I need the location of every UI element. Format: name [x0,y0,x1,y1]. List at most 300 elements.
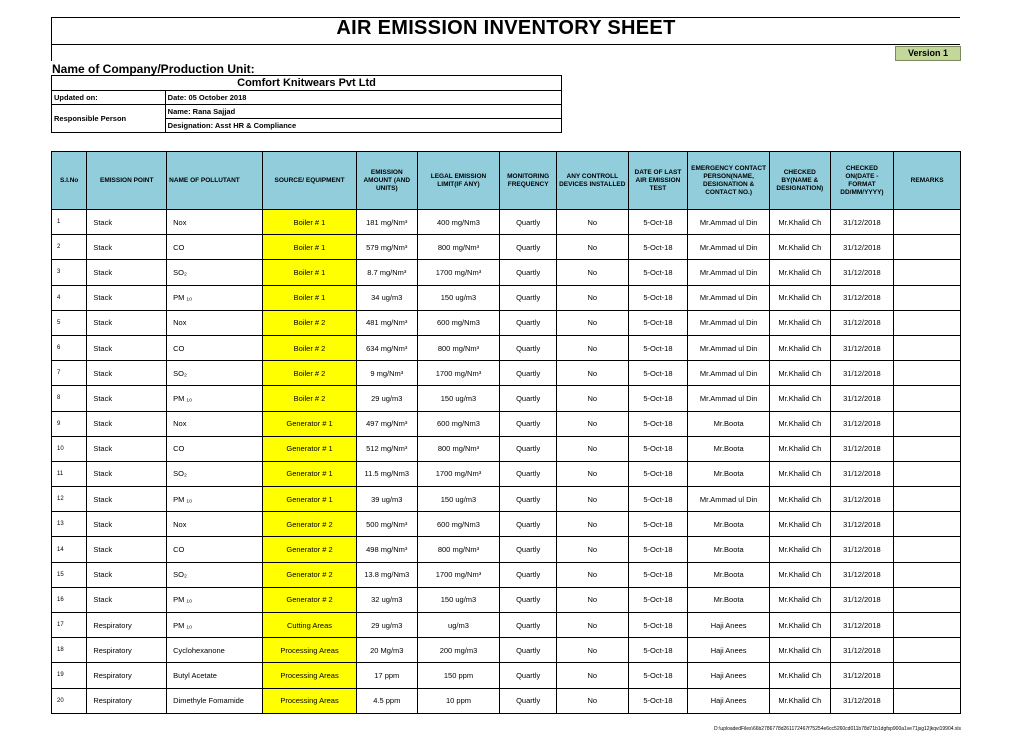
cell-legal-limit: 800 mg/Nm³ [417,537,500,562]
cell-legal-limit: 150 ug/m3 [417,285,500,310]
cell-legal-limit: 150 ug/m3 [417,386,500,411]
cell-last-test-date: 5-Oct-18 [628,285,688,310]
cell-remarks [894,638,961,663]
table-row [52,210,961,235]
cell-last-test-date: 5-Oct-18 [628,361,688,386]
company-name: Comfort Knitwears Pvt Ltd [52,76,562,91]
table-row [52,335,961,360]
cell-pollutant: CO [167,235,263,260]
cell-frequency: Quartly [500,587,557,612]
file-path-footer: D:\uploadedFiles\66b2786778d261172467f75254e6cc5260cd011b78d71b1dgfsp900a1ve71jsg12jkqvi19904.xls [714,726,961,732]
cell-pollutant: PM ₁₀ [167,587,263,612]
cell-sno: 2 [52,235,87,260]
cell-sno: 15 [52,562,87,587]
cell-checked-by: Mr.Khalid Ch [770,260,831,285]
cell-legal-limit: ug/m3 [417,613,500,638]
cell-last-test-date: 5-Oct-18 [628,436,688,461]
cell-emergency-contact: Mr.Ammad ul Din [688,361,770,386]
cell-source: Processing Areas [263,688,357,713]
cell-emission-amount: 4.5 ppm [356,688,417,713]
table-row [52,361,961,386]
cell-control-devices: No [556,638,628,663]
cell-legal-limit: 150 ug/m3 [417,587,500,612]
cell-source: Generator # 2 [263,512,357,537]
cell-checked-on: 31/12/2018 [830,688,894,713]
cell-emission-point: Stack [87,436,167,461]
cell-emission-point: Stack [87,285,167,310]
cell-last-test-date: 5-Oct-18 [628,512,688,537]
cell-last-test-date: 5-Oct-18 [628,562,688,587]
cell-last-test-date: 5-Oct-18 [628,461,688,486]
cell-remarks [894,688,961,713]
cell-frequency: Quartly [500,461,557,486]
cell-remarks [894,587,961,612]
cell-control-devices: No [556,537,628,562]
table-row [52,587,961,612]
cell-last-test-date: 5-Oct-18 [628,235,688,260]
cell-checked-by: Mr.Khalid Ch [770,663,831,688]
cell-remarks [894,310,961,335]
cell-legal-limit: 200 mg/m3 [417,638,500,663]
cell-control-devices: No [556,562,628,587]
cell-frequency: Quartly [500,310,557,335]
cell-emergency-contact: Mr.Boota [688,562,770,587]
cell-emergency-contact: Mr.Ammad ul Din [688,310,770,335]
cell-checked-on: 31/12/2018 [830,487,894,512]
cell-sno: 12 [52,487,87,512]
cell-legal-limit: 1700 mg/Nm³ [417,361,500,386]
cell-emission-amount: 20 Mg/m3 [356,638,417,663]
table-row [52,512,961,537]
title-bottom-rule [52,44,960,45]
cell-sno: 13 [52,512,87,537]
cell-checked-by: Mr.Khalid Ch [770,235,831,260]
emission-table [51,151,961,714]
cell-frequency: Quartly [500,663,557,688]
cell-sno: 18 [52,638,87,663]
cell-pollutant: Dimethyle Fomamide [167,688,263,713]
cell-last-test-date: 5-Oct-18 [628,386,688,411]
company-label: Name of Company/Production Unit: [52,62,255,76]
cell-control-devices: No [556,663,628,688]
cell-last-test-date: 5-Oct-18 [628,688,688,713]
cell-pollutant: PM ₁₀ [167,613,263,638]
cell-frequency: Quartly [500,411,557,436]
cell-control-devices: No [556,411,628,436]
table-row [52,537,961,562]
cell-emission-amount: 498 mg/Nm³ [356,537,417,562]
cell-emission-amount: 181 mg/Nm³ [356,210,417,235]
cell-last-test-date: 5-Oct-18 [628,613,688,638]
cell-source: Processing Areas [263,663,357,688]
cell-remarks [894,361,961,386]
cell-emergency-contact: Mr.Ammad ul Din [688,335,770,360]
cell-frequency: Quartly [500,285,557,310]
cell-emission-point: Respiratory [87,638,167,663]
responsible-label: Responsible Person [52,105,166,133]
cell-source: Boiler # 2 [263,386,357,411]
cell-emergency-contact: Mr.Boota [688,436,770,461]
cell-legal-limit: 10 ppm [417,688,500,713]
cell-last-test-date: 5-Oct-18 [628,587,688,612]
table-row [52,411,961,436]
cell-checked-on: 31/12/2018 [830,235,894,260]
cell-last-test-date: 5-Oct-18 [628,260,688,285]
table-row [52,487,961,512]
cell-remarks [894,285,961,310]
cell-last-test-date: 5-Oct-18 [628,411,688,436]
cell-checked-by: Mr.Khalid Ch [770,310,831,335]
cell-checked-by: Mr.Khalid Ch [770,210,831,235]
col-header-emission-amount: EMISSION AMOUNT (AND UNITS) [356,152,417,210]
cell-source: Generator # 1 [263,487,357,512]
cell-source: Generator # 1 [263,461,357,486]
cell-legal-limit: 1700 mg/Nm³ [417,260,500,285]
cell-checked-by: Mr.Khalid Ch [770,386,831,411]
table-row [52,310,961,335]
cell-checked-by: Mr.Khalid Ch [770,512,831,537]
cell-source: Boiler # 1 [263,285,357,310]
cell-sno: 3 [52,260,87,285]
cell-legal-limit: 800 mg/Nm³ [417,436,500,461]
cell-sno: 14 [52,537,87,562]
cell-pollutant: Cyclohexanone [167,638,263,663]
table-row [52,436,961,461]
cell-emergency-contact: Mr.Boota [688,512,770,537]
cell-legal-limit: 800 mg/Nm³ [417,335,500,360]
table-row [52,562,961,587]
cell-pollutant: PM ₁₀ [167,285,263,310]
cell-pollutant: PM ₁₀ [167,386,263,411]
cell-sno: 16 [52,587,87,612]
cell-checked-by: Mr.Khalid Ch [770,688,831,713]
table-row [52,688,961,713]
cell-remarks [894,512,961,537]
cell-control-devices: No [556,512,628,537]
cell-checked-on: 31/12/2018 [830,285,894,310]
table-row [52,638,961,663]
col-header-checked-by: CHECKED BY(NAME & DESIGNATION) [770,152,831,210]
cell-remarks [894,562,961,587]
cell-control-devices: No [556,386,628,411]
cell-emission-point: Stack [87,335,167,360]
cell-sno: 9 [52,411,87,436]
cell-checked-by: Mr.Khalid Ch [770,638,831,663]
cell-emission-point: Stack [87,235,167,260]
cell-emission-point: Stack [87,210,167,235]
cell-emission-amount: 34 ug/m3 [356,285,417,310]
cell-frequency: Quartly [500,436,557,461]
cell-remarks [894,210,961,235]
cell-emergency-contact: Haji Anees [688,688,770,713]
cell-emission-amount: 9 mg/Nm³ [356,361,417,386]
cell-emergency-contact: Mr.Ammad ul Din [688,235,770,260]
cell-legal-limit: 800 mg/Nm³ [417,235,500,260]
cell-sno: 10 [52,436,87,461]
cell-source: Boiler # 1 [263,235,357,260]
col-header-checked-on: CHECKED ON(DATE - FORMAT DD/MM/YYYY) [830,152,894,210]
cell-checked-on: 31/12/2018 [830,512,894,537]
cell-pollutant: Nox [167,512,263,537]
table-row [52,461,961,486]
cell-frequency: Quartly [500,210,557,235]
cell-checked-by: Mr.Khalid Ch [770,537,831,562]
cell-legal-limit: 600 mg/Nm3 [417,512,500,537]
cell-frequency: Quartly [500,688,557,713]
cell-checked-on: 31/12/2018 [830,537,894,562]
cell-frequency: Quartly [500,386,557,411]
cell-pollutant: SO₂ [167,361,263,386]
cell-frequency: Quartly [500,638,557,663]
cell-frequency: Quartly [500,235,557,260]
cell-sno: 19 [52,663,87,688]
cell-checked-on: 31/12/2018 [830,411,894,436]
col-header-last-test-date: DATE OF LAST AIR EMISSION TEST [628,152,688,210]
cell-emission-amount: 11.5 mg/Nm3 [356,461,417,486]
cell-emission-amount: 29 ug/m3 [356,386,417,411]
cell-sno: 17 [52,613,87,638]
table-row [52,386,961,411]
cell-legal-limit: 150 ug/m3 [417,487,500,512]
cell-frequency: Quartly [500,361,557,386]
cell-sno: 8 [52,386,87,411]
cell-source: Generator # 1 [263,411,357,436]
cell-last-test-date: 5-Oct-18 [628,638,688,663]
cell-remarks [894,436,961,461]
header-row [52,152,961,210]
cell-checked-on: 31/12/2018 [830,260,894,285]
table-row [52,260,961,285]
cell-legal-limit: 600 mg/Nm3 [417,310,500,335]
cell-sno: 20 [52,688,87,713]
cell-emission-point: Stack [87,562,167,587]
cell-checked-by: Mr.Khalid Ch [770,587,831,612]
cell-checked-by: Mr.Khalid Ch [770,562,831,587]
cell-pollutant: Nox [167,411,263,436]
cell-frequency: Quartly [500,512,557,537]
cell-emission-amount: 579 mg/Nm³ [356,235,417,260]
cell-source: Boiler # 2 [263,335,357,360]
cell-legal-limit: 400 mg/Nm3 [417,210,500,235]
col-header-sno: S.I.No [52,152,87,210]
responsible-designation: Designation: Asst HR & Compliance [165,119,561,133]
cell-control-devices: No [556,335,628,360]
cell-remarks [894,260,961,285]
cell-pollutant: SO₂ [167,461,263,486]
cell-emission-amount: 500 mg/Nm³ [356,512,417,537]
cell-source: Boiler # 1 [263,260,357,285]
cell-source: Generator # 1 [263,436,357,461]
cell-control-devices: No [556,310,628,335]
cell-emission-point: Stack [87,386,167,411]
cell-emission-amount: 481 mg/Nm³ [356,310,417,335]
cell-checked-on: 31/12/2018 [830,335,894,360]
cell-sno: 11 [52,461,87,486]
cell-last-test-date: 5-Oct-18 [628,663,688,688]
cell-source: Cutting Areas [263,613,357,638]
cell-emission-point: Stack [87,537,167,562]
cell-remarks [894,663,961,688]
cell-source: Generator # 2 [263,562,357,587]
cell-frequency: Quartly [500,613,557,638]
cell-control-devices: No [556,285,628,310]
cell-pollutant: SO₂ [167,260,263,285]
cell-emission-amount: 39 ug/m3 [356,487,417,512]
cell-emission-point: Respiratory [87,688,167,713]
table-row [52,663,961,688]
cell-frequency: Quartly [500,537,557,562]
cell-checked-on: 31/12/2018 [830,210,894,235]
cell-emission-point: Stack [87,461,167,486]
cell-last-test-date: 5-Oct-18 [628,537,688,562]
cell-emission-amount: 634 mg/Nm³ [356,335,417,360]
cell-emission-amount: 497 mg/Nm³ [356,411,417,436]
cell-pollutant: Nox [167,310,263,335]
cell-frequency: Quartly [500,562,557,587]
cell-checked-by: Mr.Khalid Ch [770,461,831,486]
cell-remarks [894,613,961,638]
col-header-emission-point: EMISSION POINT [87,152,167,210]
cell-sno: 5 [52,310,87,335]
cell-sno: 6 [52,335,87,360]
col-header-control-devices: ANY CONTROLL DEVICES INSTALLED [556,152,628,210]
cell-remarks [894,235,961,260]
cell-control-devices: No [556,361,628,386]
sheet-title: AIR EMISSION INVENTORY SHEET [336,17,676,39]
cell-control-devices: No [556,688,628,713]
col-header-emergency-contact: EMERGENCY CONTACT PERSON(NAME, DESIGNATION & CONTACT NO.) [688,152,770,210]
cell-checked-on: 31/12/2018 [830,638,894,663]
info-table [51,75,562,133]
cell-emergency-contact: Mr.Boota [688,587,770,612]
cell-remarks [894,335,961,360]
cell-legal-limit: 1700 mg/Nm³ [417,562,500,587]
cell-checked-on: 31/12/2018 [830,613,894,638]
col-header-legal-limit: LEGAL EMISSION LIMIT(IF ANY) [417,152,500,210]
cell-emergency-contact: Mr.Boota [688,537,770,562]
cell-sno: 7 [52,361,87,386]
cell-control-devices: No [556,235,628,260]
cell-emergency-contact: Mr.Boota [688,461,770,486]
cell-checked-on: 31/12/2018 [830,386,894,411]
cell-frequency: Quartly [500,487,557,512]
cell-legal-limit: 600 mg/Nm3 [417,411,500,436]
cell-last-test-date: 5-Oct-18 [628,210,688,235]
cell-source: Boiler # 1 [263,210,357,235]
cell-control-devices: No [556,613,628,638]
cell-remarks [894,411,961,436]
cell-remarks [894,537,961,562]
responsible-name: Name: Rana Sajjad [165,105,561,119]
version-badge: Version 1 [895,46,961,61]
cell-emission-amount: 17 ppm [356,663,417,688]
updated-label: Updated on: [52,91,166,105]
cell-control-devices: No [556,260,628,285]
table-row [52,285,961,310]
cell-source: Processing Areas [263,638,357,663]
cell-source: Generator # 2 [263,587,357,612]
cell-emergency-contact: Mr.Boota [688,411,770,436]
cell-pollutant: CO [167,436,263,461]
updated-value: Date: 05 October 2018 [165,91,561,105]
cell-control-devices: No [556,587,628,612]
col-header-source: SOURCE/ EQUIPMENT [263,152,357,210]
cell-emission-amount: 8.7 mg/Nm³ [356,260,417,285]
cell-control-devices: No [556,461,628,486]
cell-pollutant: Nox [167,210,263,235]
cell-checked-by: Mr.Khalid Ch [770,487,831,512]
cell-emergency-contact: Mr.Ammad ul Din [688,285,770,310]
cell-emission-amount: 29 ug/m3 [356,613,417,638]
cell-pollutant: CO [167,537,263,562]
cell-emission-amount: 512 mg/Nm³ [356,436,417,461]
cell-checked-on: 31/12/2018 [830,436,894,461]
cell-emergency-contact: Haji Anees [688,663,770,688]
cell-checked-on: 31/12/2018 [830,587,894,612]
cell-legal-limit: 150 ppm [417,663,500,688]
cell-control-devices: No [556,487,628,512]
cell-emission-point: Stack [87,487,167,512]
table-row [52,613,961,638]
cell-legal-limit: 1700 mg/Nm³ [417,461,500,486]
cell-checked-by: Mr.Khalid Ch [770,335,831,360]
cell-checked-by: Mr.Khalid Ch [770,613,831,638]
cell-remarks [894,487,961,512]
cell-emission-point: Stack [87,310,167,335]
cell-last-test-date: 5-Oct-18 [628,335,688,360]
cell-control-devices: No [556,436,628,461]
cell-emission-amount: 13.8 mg/Nm3 [356,562,417,587]
cell-checked-on: 31/12/2018 [830,461,894,486]
cell-emission-point: Stack [87,512,167,537]
cell-emission-point: Stack [87,411,167,436]
cell-checked-on: 31/12/2018 [830,310,894,335]
cell-pollutant: PM ₁₀ [167,487,263,512]
cell-pollutant: CO [167,335,263,360]
cell-emergency-contact: Mr.Ammad ul Din [688,386,770,411]
cell-pollutant: Butyl Acetate [167,663,263,688]
cell-checked-by: Mr.Khalid Ch [770,285,831,310]
cell-sno: 1 [52,210,87,235]
cell-emission-point: Respiratory [87,663,167,688]
cell-remarks [894,461,961,486]
cell-emergency-contact: Haji Anees [688,638,770,663]
col-header-remarks: REMARKS [894,152,961,210]
cell-remarks [894,386,961,411]
cell-emission-point: Respiratory [87,613,167,638]
col-header-frequency: MONITORING FREQUENCY [500,152,557,210]
cell-last-test-date: 5-Oct-18 [628,487,688,512]
cell-checked-by: Mr.Khalid Ch [770,411,831,436]
cell-frequency: Quartly [500,335,557,360]
table-row [52,235,961,260]
cell-emergency-contact: Mr.Ammad ul Din [688,210,770,235]
cell-emergency-contact: Mr.Ammad ul Din [688,487,770,512]
cell-control-devices: No [556,210,628,235]
cell-last-test-date: 5-Oct-18 [628,310,688,335]
cell-checked-on: 31/12/2018 [830,361,894,386]
cell-source: Generator # 2 [263,537,357,562]
cell-emergency-contact: Haji Anees [688,613,770,638]
cell-frequency: Quartly [500,260,557,285]
cell-source: Boiler # 2 [263,361,357,386]
cell-checked-by: Mr.Khalid Ch [770,436,831,461]
cell-checked-on: 31/12/2018 [830,562,894,587]
cell-source: Boiler # 2 [263,310,357,335]
cell-emission-point: Stack [87,587,167,612]
cell-emergency-contact: Mr.Ammad ul Din [688,260,770,285]
cell-checked-on: 31/12/2018 [830,663,894,688]
